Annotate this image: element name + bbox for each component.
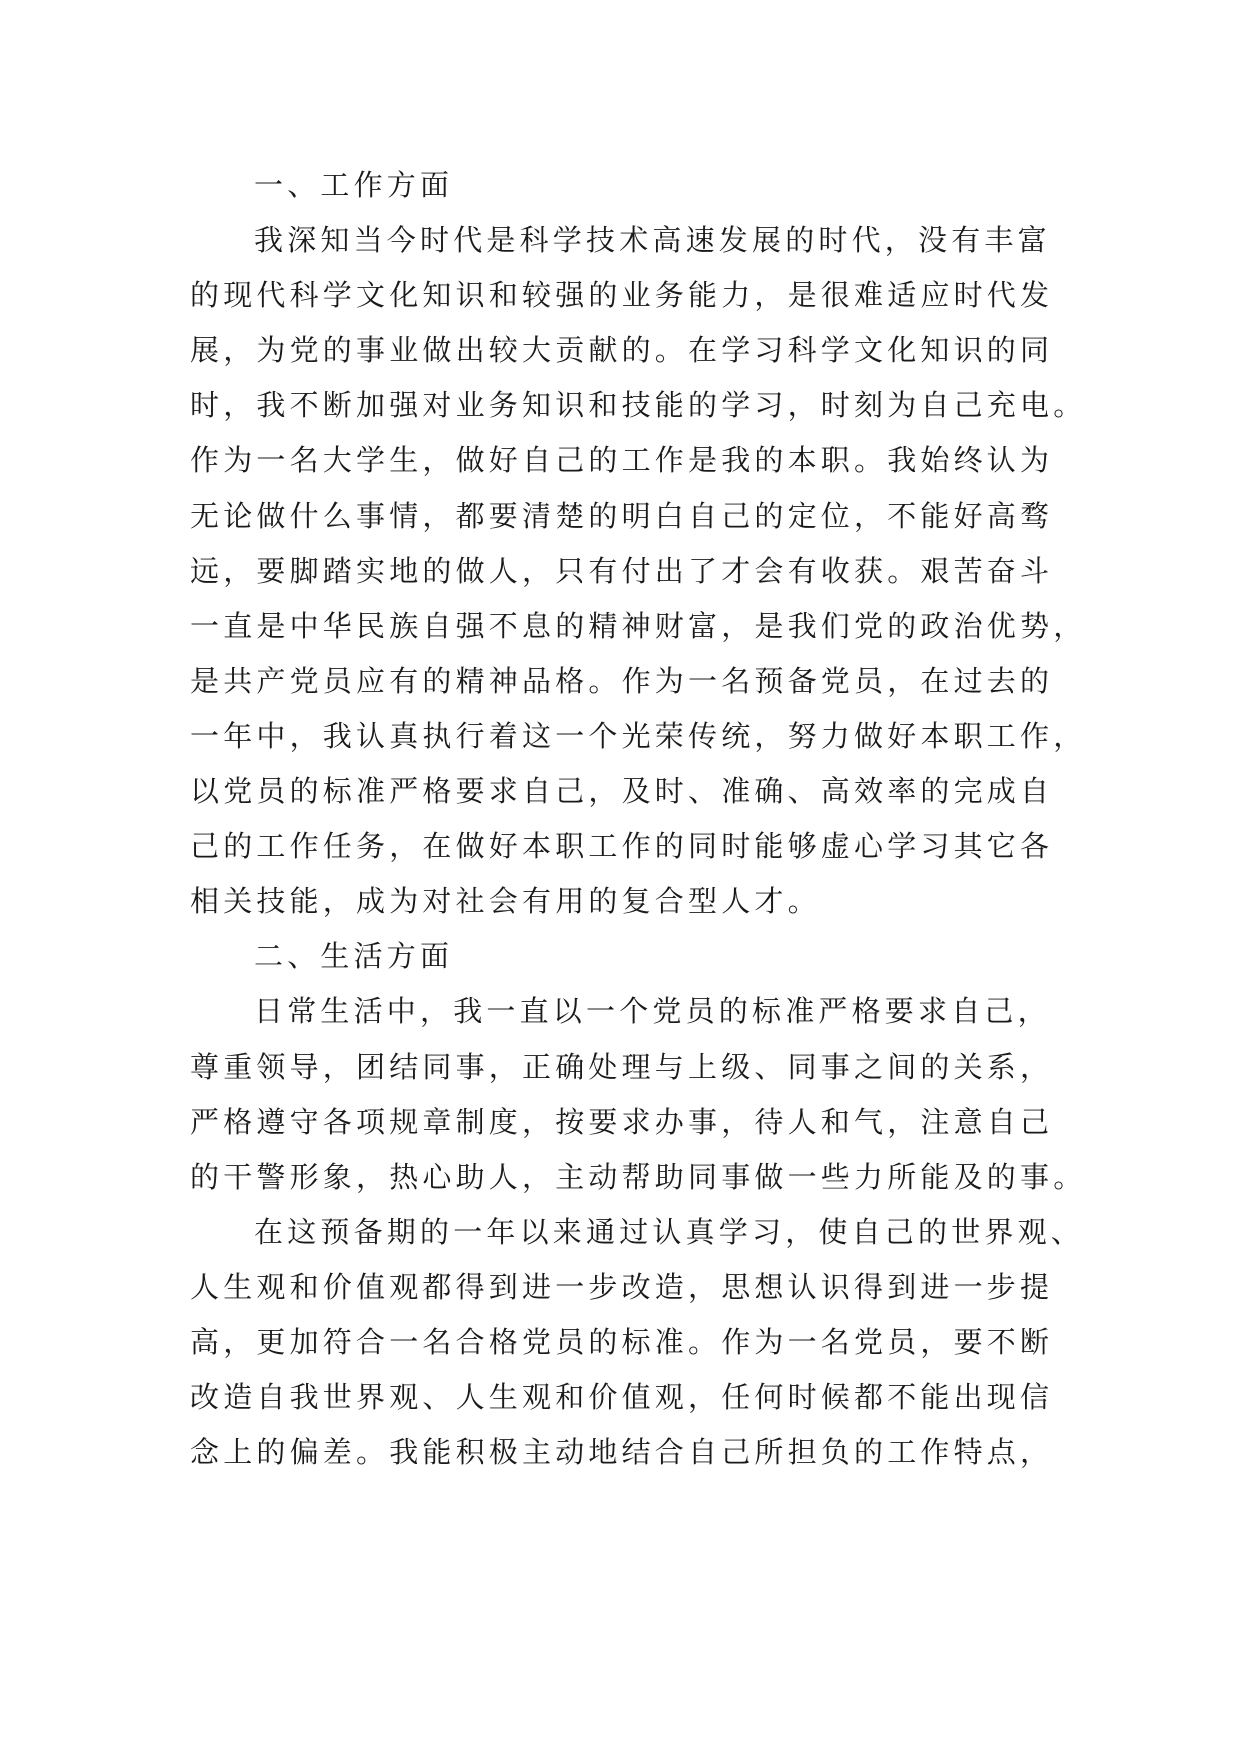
paragraph-line: 时，我不断加强对业务知识和技能的学习，时刻为自己充电。 — [190, 388, 1087, 423]
paragraph-line: 尊重领导，团结同事，正确处理与上级、同事之间的关系， — [190, 1049, 1054, 1084]
paragraph-line: 的干警形象，热心助人，主动帮助同事做一些力所能及的事。 — [190, 1159, 1087, 1194]
document-body — [190, 158, 1087, 1480]
paragraph-line: 远，要脚踏实地的做人，只有付出了才会有收获。艰苦奋斗 — [190, 553, 1054, 588]
paragraph-line: 我深知当今时代是科学技术高速发展的时代，没有丰富 — [254, 223, 1051, 258]
paragraph-line: 无论做什么事情，都要清楚的明白自己的定位，不能好高骛 — [190, 498, 1054, 533]
section-heading-work: 一、工作方面 — [254, 168, 454, 202]
paragraph-line: 严格遵守各项规章制度，按要求办事，待人和气，注意自己 — [190, 1104, 1054, 1139]
paragraph-line: 高，更加符合一名合格党员的标准。作为一名党员，要不断 — [190, 1324, 1054, 1359]
paragraph-line: 己的工作任务，在做好本职工作的同时能够虚心学习其它各 — [190, 829, 1054, 864]
paragraph-line: 改造自我世界观、人生观和价值观，任何时候都不能出现信 — [190, 1380, 1054, 1415]
paragraph-line: 展，为党的事业做出较大贡献的。在学习科学文化知识的同 — [190, 333, 1054, 368]
paragraph-line: 一年中，我认真执行着这一个光荣传统，努力做好本职工作， — [190, 718, 1087, 753]
paragraph-line: 在这预备期的一年以来通过认真学习，使自己的世界观、 — [254, 1214, 1085, 1249]
paragraph-line: 人生观和价值观都得到进一步改造，思想认识得到进一步提 — [190, 1269, 1054, 1304]
paragraph-line: 作为一名大学生，做好自己的工作是我的本职。我始终认为 — [190, 443, 1054, 478]
paragraph-line: 念上的偏差。我能积极主动地结合自己所担负的工作特点， — [190, 1435, 1054, 1470]
paragraph-line: 的现代科学文化知识和较强的业务能力，是很难适应时代发 — [190, 278, 1054, 313]
paragraph-line: 是共产党员应有的精神品格。作为一名预备党员，在过去的 — [190, 663, 1054, 698]
paragraph-line: 一直是中华民族自强不息的精神财富，是我们党的政治优势， — [190, 608, 1087, 643]
paragraph-line: 日常生活中，我一直以一个党员的标准严格要求自己， — [254, 994, 1051, 1029]
paragraph-line: 以党员的标准严格要求自己，及时、准确、高效率的完成自 — [190, 774, 1054, 809]
section-heading-life: 二、生活方面 — [254, 939, 454, 974]
paragraph-line: 相关技能，成为对社会有用的复合型人才。 — [190, 884, 821, 919]
